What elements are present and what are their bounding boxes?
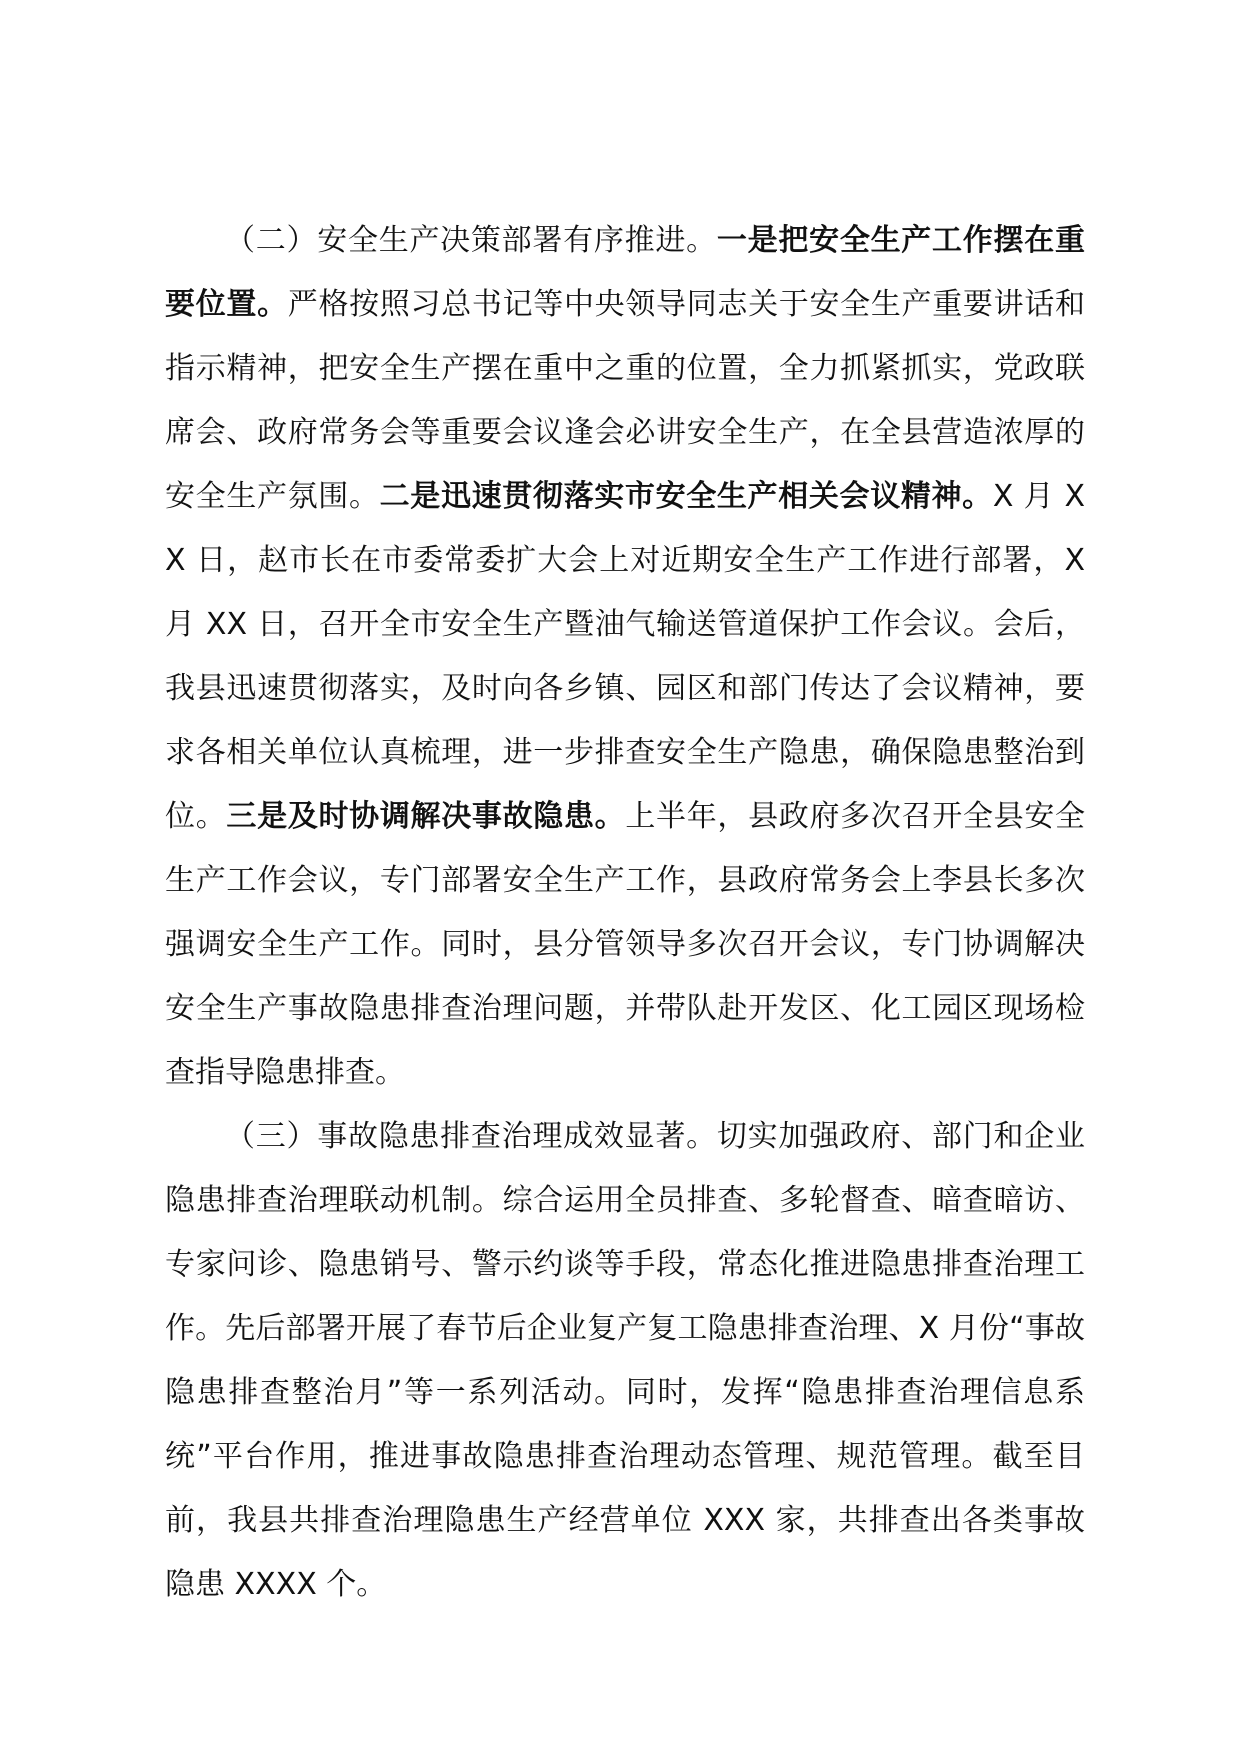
point-one-body: 严格按照习总书记等中央领导同志关于安全生产重要讲话和指示精神，把安全生产摆在重中之重的位置，全力抓紧抓实，党政联席会、政府常务会等重要会议逢会必讲安全生产，在全县营造浓厚的安全生产氛围。 [165, 287, 1086, 514]
paragraph-hazard-investigation [165, 1105, 1085, 1617]
paragraph-safety-decision-deployment [165, 209, 1085, 1105]
point-three-heading: 三是及时协调解决事故隐患。 [226, 799, 626, 834]
point-two-body: X 月 XX 日，赵市长在市委常委扩大会上对近期安全生产工作进行部署，X 月 XX 日，召开全市安全生产暨油气输送管道保护工作会议。会后，我县迅速贯彻落实，及时向各乡镇、园区和部门传达了会议精神，要求各相关单位认真梳理，进一步排查安全生产隐患，确保隐患整治到位。 [165, 479, 1086, 834]
paragraph-2-text: （三）事故隐患排查治理成效显著。切实加强政府、部门和企业隐患排查治理联动机制。综合运用全员排查、多轮督查、暗查暗访、专家问诊、隐患销号、警示约谈等手段，常态化推进隐患排查治理工作。先后部署开展了春节后企业复产复工隐患排查治理、X 月份“事故隐患排查整治月”等一系列活动。同时，发挥“隐患排查治理信息系统”平台作用，推进事故隐患排查治理动态管理、规范管理。截至目前，我县共排查治理隐患生产经营单位 XXX 家，共排查出各类事故隐患 XXXX 个。 [165, 1119, 1085, 1602]
point-one-heading: 一是把安全生产工作摆在重要位置。 [165, 223, 1086, 322]
document-page [165, 209, 1085, 1617]
paragraph-1-heading: （二）安全生产决策部署有序推进。 [225, 223, 717, 258]
point-three-body: 上半年，县政府多次召开全县安全生产工作会议，专门部署安全生产工作，县政府常务会上李县长多次强调安全生产工作。同时，县分管领导多次召开会议，专门协调解决安全生产事故隐患排查治理问题，并带队赴开发区、化工园区现场检查指导隐患排查。 [165, 799, 1086, 1090]
point-two-heading: 二是迅速贯彻落实市安全生产相关会议精神。 [379, 479, 993, 514]
